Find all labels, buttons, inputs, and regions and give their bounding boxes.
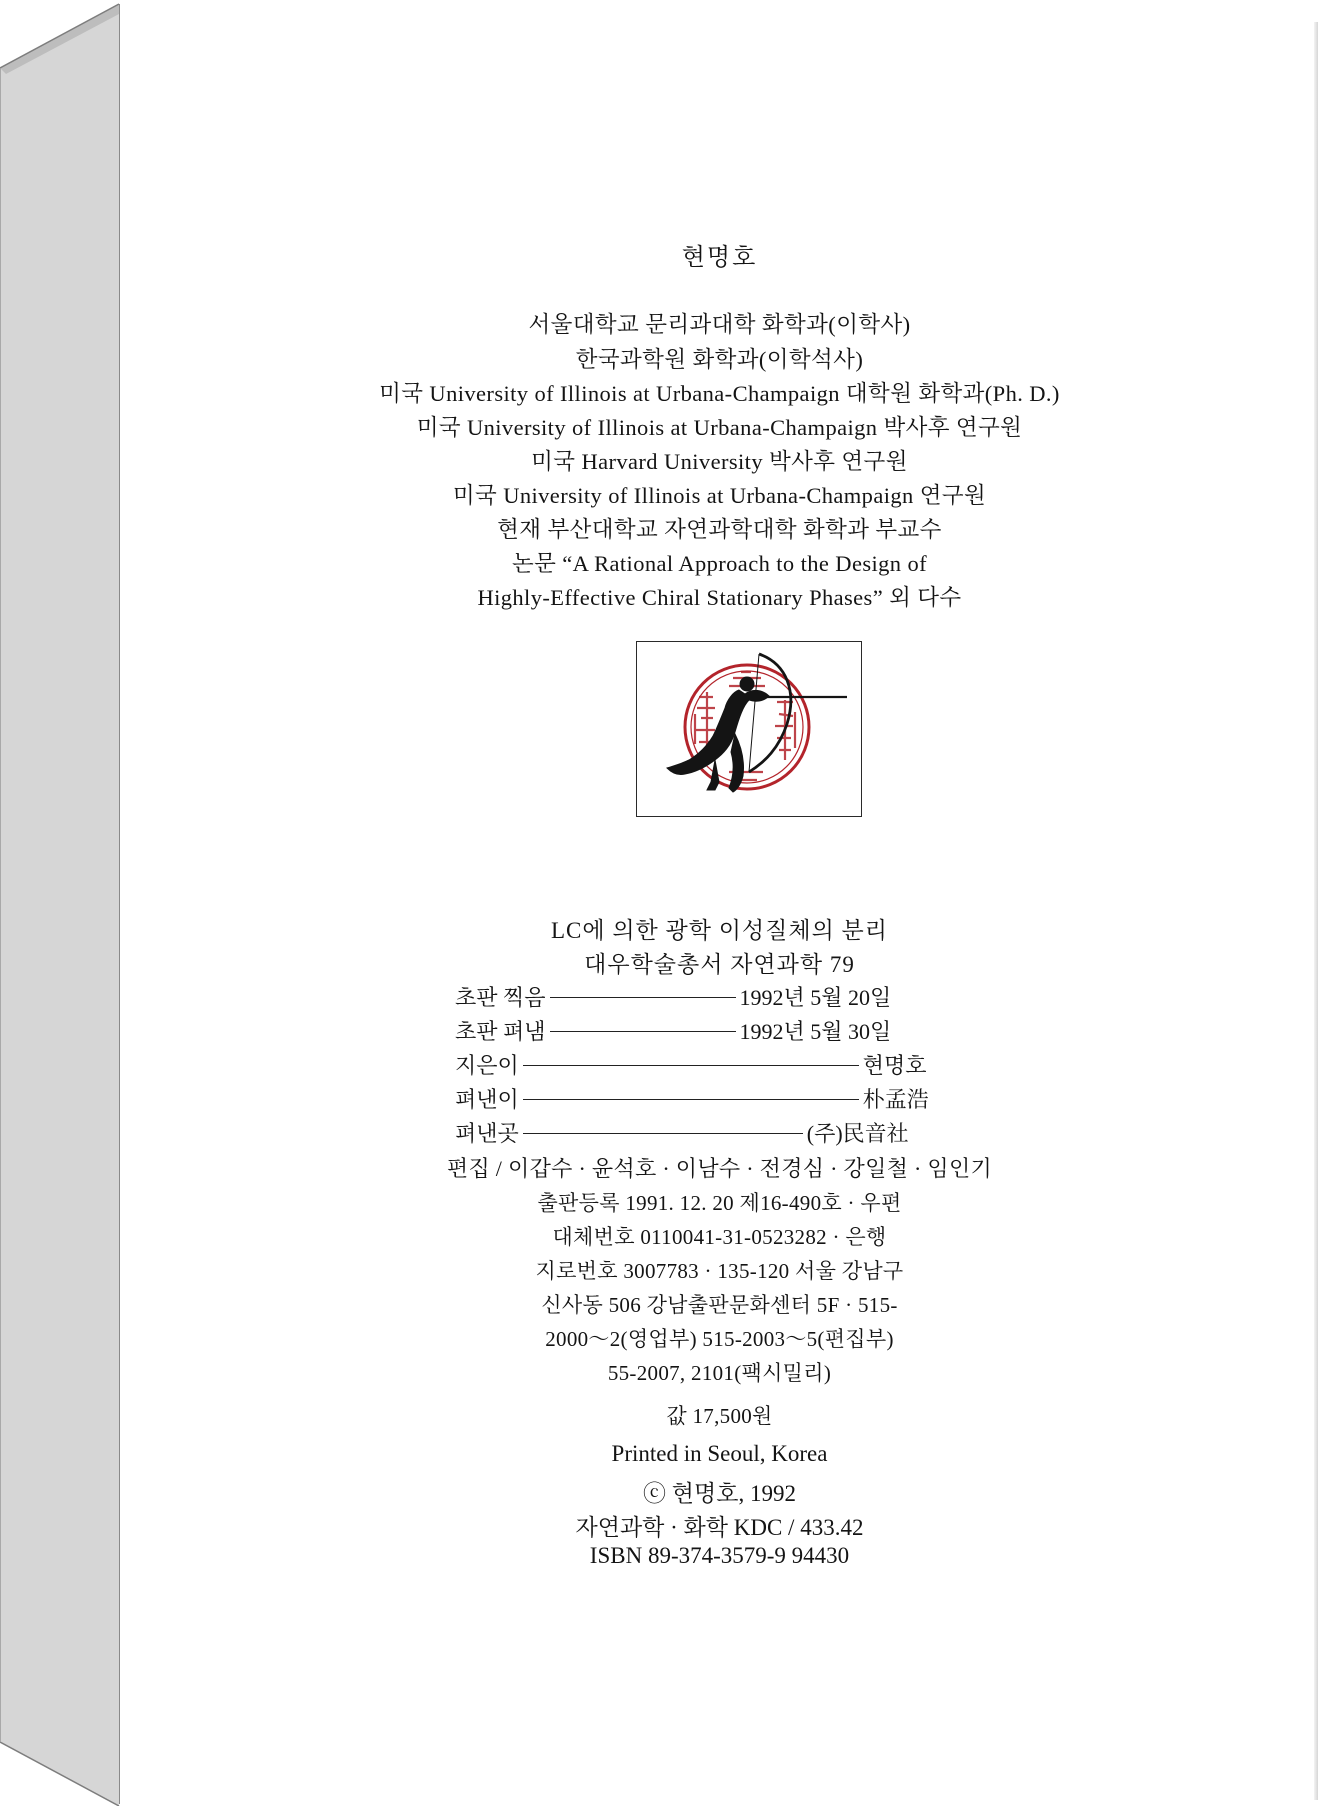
publisher-person-row <box>455 1083 929 1114</box>
details-line: 2000～2(영업부) 515-2003～5(편집부) <box>545 1327 894 1351</box>
publisher-person-label: 펴낸이 <box>455 1087 519 1112</box>
book-title: LC에 의한 광학 이성질체의 분리 <box>550 918 888 943</box>
bio-line: 현재 부산대학교 자연과학대학 화학과 부교수 <box>497 517 942 542</box>
publisher-seal <box>636 641 862 817</box>
leader-line <box>550 997 736 998</box>
bio-line: 미국 University of Illinois at Urbana-Champaign 박사후 연구원 <box>416 415 1023 440</box>
author-name: 현명호 <box>681 245 758 271</box>
bio-line: 미국 Harvard University 박사후 연구원 <box>531 449 908 474</box>
details-line: 대체번호 0110041-31-0523282 · 은행 <box>552 1225 887 1249</box>
price: 값 17,500원 <box>666 1404 773 1428</box>
details-line: 출판등록 1991. 12. 20 제16-490호 · 우편 <box>537 1191 902 1215</box>
book-series: 대우학술총서 자연과학 79 <box>584 952 855 977</box>
bio-line: 한국과학원 화학과(이학석사) <box>575 347 864 372</box>
publisher-row <box>455 1117 909 1148</box>
leader-line <box>523 1065 859 1066</box>
editors-line: 편집 / 이갑수 · 윤석호 · 이남수 · 전경심 · 강일철 · 임인기 <box>446 1156 993 1181</box>
copyright-symbol: ⓒ <box>643 1481 667 1506</box>
bio-line: 미국 University of Illinois at Urbana-Champaign 대학원 화학과(Ph. D.) <box>379 381 1060 406</box>
leader-line <box>523 1133 803 1134</box>
leader-line <box>550 1031 736 1032</box>
author-label: 지은이 <box>455 1053 519 1078</box>
copyright-holder: 현명호, 1992 <box>671 1481 796 1506</box>
first-publication-date: 1992년 5월 30일 <box>739 1019 892 1044</box>
bio-line: Highly-Effective Chiral Stationary Phases” 외 다수 <box>477 585 962 610</box>
bio-line: 논문 “A Rational Approach to the Design of <box>511 551 928 576</box>
author-value: 현명호 <box>862 1053 927 1078</box>
details-line: 지로번호 3007783 · 135-120 서울 강남구 <box>535 1259 904 1283</box>
first-publication-row <box>455 1015 891 1046</box>
isbn: ISBN 89-374-3579-9 94430 <box>589 1543 850 1568</box>
publisher-seal-archer-icon <box>637 642 861 816</box>
printed-in: Printed in Seoul, Korea <box>611 1441 828 1466</box>
publisher-person-value: 朴孟浩 <box>862 1087 929 1112</box>
author-row <box>455 1049 927 1080</box>
details-line: 55-2007, 2101(팩시밀리) <box>607 1361 832 1385</box>
classification: 자연과학 · 화학 KDC / 433.42 <box>575 1515 864 1540</box>
leader-line <box>523 1099 859 1100</box>
publisher-label: 펴낸곳 <box>455 1121 519 1146</box>
copyright-page <box>119 4 1318 1804</box>
first-publication-label: 초판 펴냄 <box>455 1019 546 1044</box>
first-printing-row <box>455 981 891 1012</box>
first-printing-label: 초판 찍음 <box>455 985 546 1010</box>
details-line: 신사동 506 강남출판문화센터 5F · 515- <box>541 1293 898 1317</box>
bio-line: 미국 University of Illinois at Urbana-Champaign 연구원 <box>452 483 987 508</box>
publisher-value: (주)民音社 <box>806 1121 909 1146</box>
first-printing-date: 1992년 5월 20일 <box>739 985 892 1010</box>
copyright-line <box>120 1475 1318 1508</box>
bio-line: 서울대학교 문리과대학 화학과(이학사) <box>528 312 911 337</box>
